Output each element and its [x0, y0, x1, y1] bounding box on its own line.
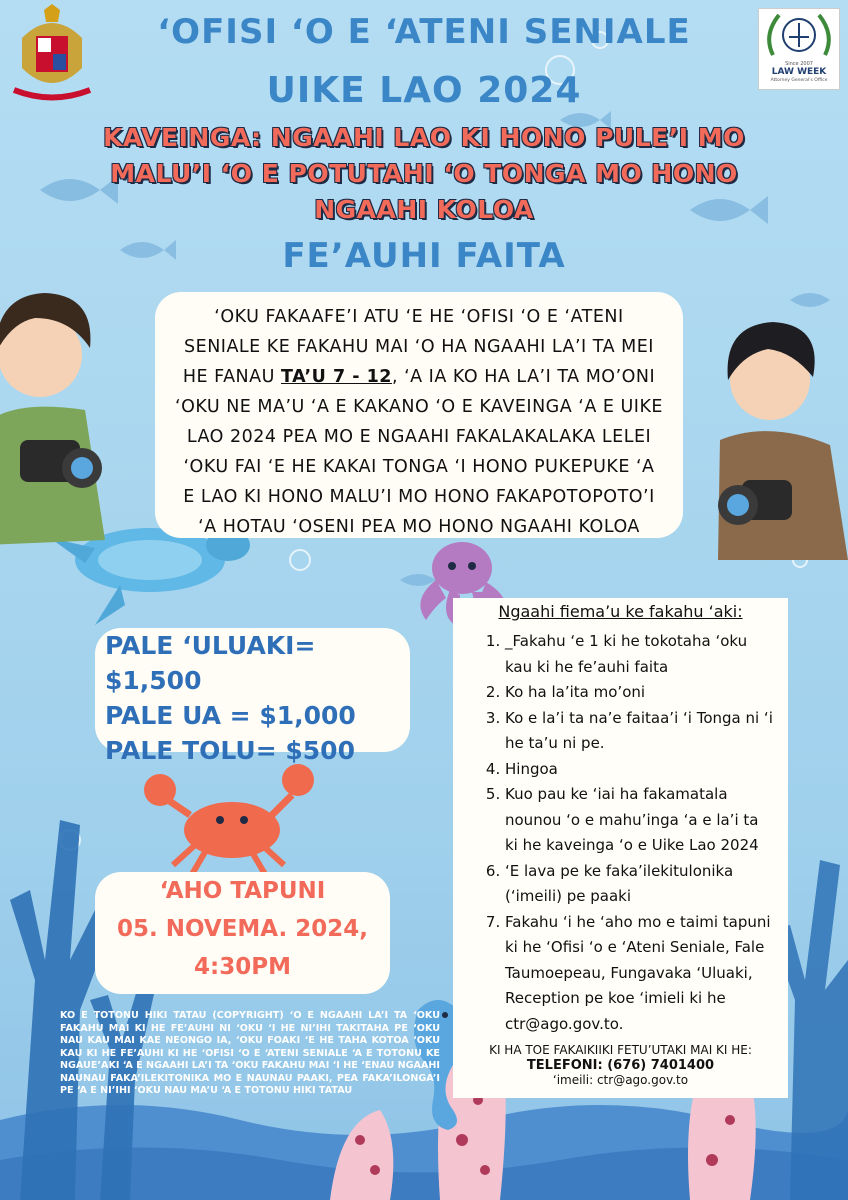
- requirement-item: 7. Fakahu ‘i he ‘aho mo e taimi tapuni ki he ‘Ofisi ‘o e ‘Ateni Seniale, Fale Taumoepeau, Fungavaka ‘Uluaki, Reception pe koe ‘imieli ki he ctr@ago.gov.to.: [505, 910, 774, 1038]
- invitation-part2: , ‘A IA KO HA LA’I TA MO’ONI ‘OKU NE MA’U ‘A E KAKANO ‘O E KAVEINGA ‘A E UIKE LAO 2024 PEA MO E NGAAHI FAKALAKALAKA LELEI ‘OKU FAI ‘E HE KAKAI TONGA ‘I HONO PUKEPUKE ‘A E LAO KI HONO MALU’I MO HONO FAKAPOTOPOTO’I ‘A HOTAU ‘OSENI PEA MO HONO NGAAHI KOLOA: [175, 367, 663, 537]
- requirement-item: 3. Ko e la’i ta na’e faitaa’i ‘i Tonga ni ‘i he ta’u ni pe.: [505, 706, 774, 757]
- contact-email[interactable]: ‘imeili: ctr@ago.gov.to: [552, 1073, 689, 1087]
- law-week-since: Since 2007: [785, 61, 813, 67]
- contact-info: [453, 1043, 788, 1088]
- contact-phone: [453, 1058, 788, 1073]
- invitation-text: [155, 292, 683, 552]
- prize-third: PALE TOLU= $500: [105, 736, 355, 765]
- prizes-card: [95, 628, 410, 765]
- requirements-heading: Ngaahi fiema’u ke fakahu ‘aki:: [498, 602, 743, 621]
- copyright-notice: KO E TOTONU HIKI TATAU (COPYRIGHT) ‘O E NGAAHI LA’I TA ‘OKU FAKAHU MAI KI HE FE’AUHI NI ‘OKU ‘I HE NI’IHI TAKITAHA PE ‘OKU NAU KAU MAI KAE NEONGO IA, ‘OKU FOAKI ‘E HE TAHA KOTOA ‘OKU KAU KI HE FE’AUHI KI HE ‘OFISI ‘O E ‘ATENI SENIALE ‘A E TOTONU KE NGAUE’AKI ‘A E NGAAHI LA’I TA ‘OKU FAKAHU MAI ‘I HE ‘ENAU NGAAHI NAUNAU FAKA’ILEKITONIKA MO E NAUNAU PAAKI, PEA FAKA’ILONGA’I PE ‘A E NI’IHI ‘OKU NAU MA’U ‘A E TOTONU HIKI TATAU: [60, 1010, 440, 1096]
- deadline-date: 05. NOVEMA. 2024,: [116, 916, 369, 942]
- requirements-list: [453, 629, 788, 1037]
- law-week-sub: Attorney General’s Office: [770, 78, 828, 83]
- phone-number: TELEFONI: (676) 7401400: [526, 1058, 715, 1073]
- deadline-card: [95, 872, 390, 994]
- law-week-title: UIKE LAO 2024: [266, 70, 582, 111]
- competition-title: FE’AUHI FAITA: [282, 236, 566, 276]
- requirements-card: [453, 598, 788, 1098]
- contact-intro: KI HA TOE FAKAIKIIKI FETU’UTAKI MAI KI HE:: [489, 1043, 752, 1057]
- requirement-item: 5. Kuo pau ke ‘iai ha fakamatala nounou ‘o e mahu’inga ‘a e la’i ta ki he kaveinga ‘o e Uike Lao 2024: [505, 782, 774, 859]
- requirement-item: 2. Ko ha la’ita mo’oni: [505, 680, 774, 706]
- age-range: TA’U 7 - 12: [281, 367, 392, 387]
- requirement-item: 1. _Fakahu ‘e 1 ki he tokotaha ‘oku kau ki he fe’auhi faita: [505, 629, 774, 680]
- invitation-part1: ‘OKU FAKAAFE’I ATU ‘E HE ‘OFISI ‘O E ‘ATENI SENIALE KE FAKAHU MAI ‘O HA NGAAHI LA’I TA MEI HE FANAU: [182, 307, 654, 387]
- crab-icon: [144, 764, 314, 876]
- prize-second: PALE UA = $1,000: [105, 701, 356, 730]
- deadline-label: ‘AHO TAPUNI: [159, 878, 326, 904]
- law-week-label: LAW WEEK: [771, 67, 827, 77]
- girl-photographer-icon: [0, 293, 105, 545]
- requirement-item: 4. Hingoa: [505, 757, 774, 783]
- theme-text: KAVEINGA: NGAAHI LAO KI HONO PULE’I MO MALU’I ‘O E POTUTAHI ‘O TONGA MO HONO NGAAHI KOLOA: [103, 123, 745, 224]
- prize-first: PALE ‘ULUAKI= $1,500: [105, 631, 316, 695]
- office-title: ‘OFISI ‘O E ‘ATENI SENIALE: [157, 12, 691, 52]
- deadline-time: 4:30PM: [194, 954, 291, 980]
- requirement-item: 6. ‘E lava pe ke faka’ilekitulonika (‘imeili) pe paaki: [505, 859, 774, 910]
- boy-photographer-icon: [718, 322, 848, 560]
- invitation-card: [155, 292, 683, 538]
